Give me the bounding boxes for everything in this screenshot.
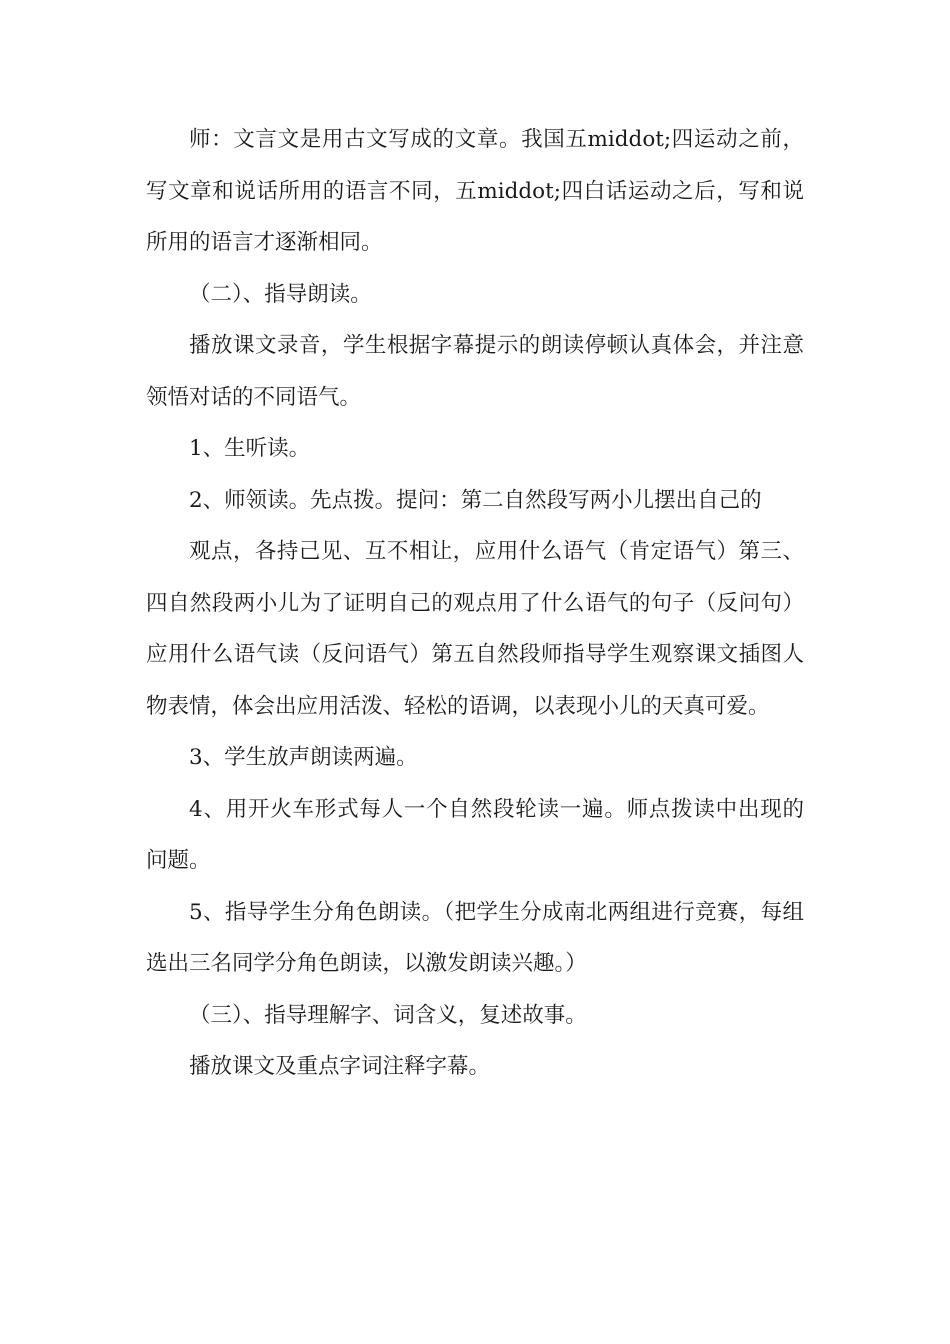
section-heading-comprehension: （三）、指导理解字、词含义，复述故事。 [189,1002,587,1028]
list-item-5: 5、指导学生分角色朗读。（把学生分成南北两组进行竞赛，每组选出三名同学分角色朗读，以激发朗读兴趣。） [146,899,804,976]
paragraph-tone-explanation: 观点，各持己见、互不相让，应用什么语气（肯定语气）第三、四自然段两小儿为了证明自己的观点用了什么语气的句子（反问句）应用什么语气读（反问语气）第五自然段师指导学生观察课文插图人物表情，体会出应用活泼、轻松的语调，以表现小儿的天真可爱。 [146,539,804,719]
section-heading-reading-guidance: （二）、指导朗读。 [189,281,372,307]
list-item-1: 1、生听读。 [189,436,311,461]
list-item-2: 2、师领读。先点拨。提问：第二自然段写两小儿摆出自己的 [189,487,762,513]
list-item-3: 3、学生放声朗读两遍。 [189,745,418,770]
paragraph-intro: 师：文言文是用古文写成的文章。我国五middot;四运动之前，写文章和说话所用的语言不同，五middot;四白话运动之后，写和说所用的语言才逐渐相同。 [146,127,804,255]
paragraph-play-recording: 播放课文录音，学生根据字幕提示的朗读停顿认真体会，并注意领悟对话的不同语气。 [146,333,804,410]
paragraph-play-annotations: 播放课文及重点字词注释字幕。 [189,1054,491,1079]
document-body [146,114,804,1093]
list-item-4: 4、用开火车形式每人一个自然段轮读一遍。师点拨读中出现的问题。 [146,796,804,873]
